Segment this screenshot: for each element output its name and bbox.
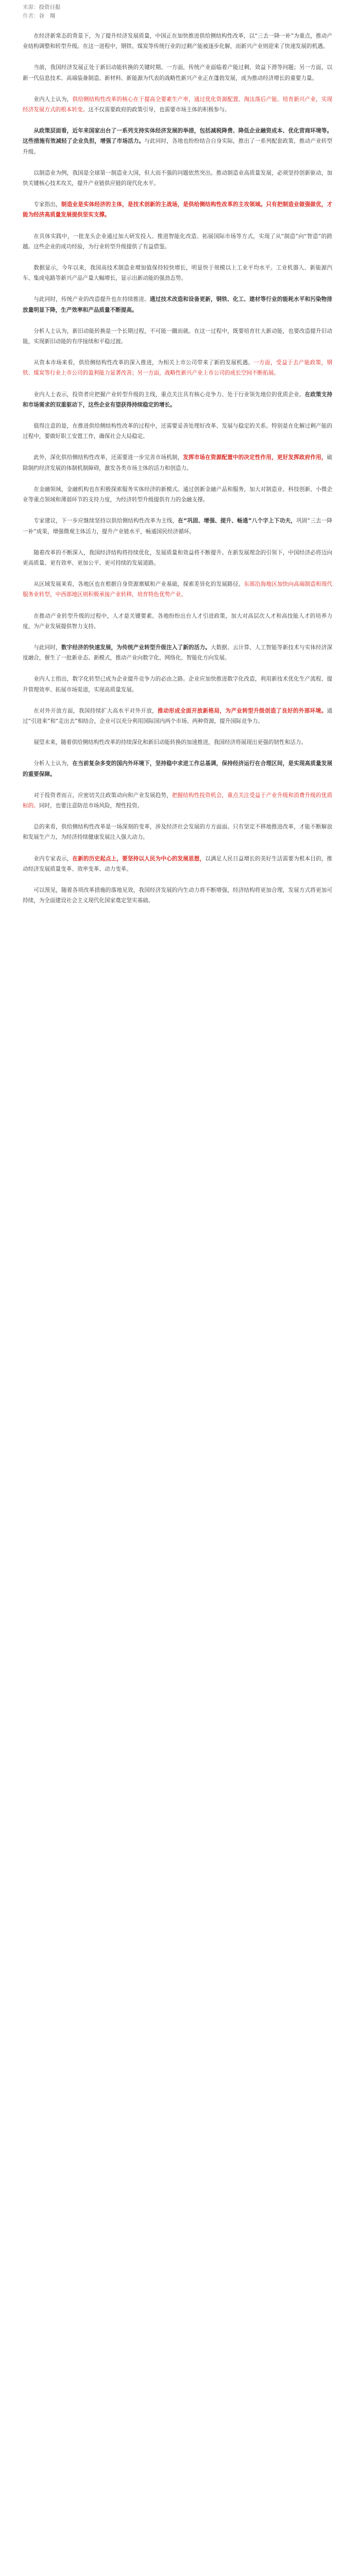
paragraph-text: 展望未来，随着供给侧结构性改革的持续深化和新旧动能转换的加速推进，我国经济将展现出更强的韧性和活力。 — [33, 739, 307, 746]
highlighted-text: 东部沿海地区加快向高端制造和现代服务业转型，中西部地区则积极承接产业转移，培育特色优势产业。 — [23, 581, 333, 598]
highlighted-text: 在当前复杂多变的国内外环境下，坚持稳中求进工作总基调，保持经济运行在合理区间，是实现高质量发展的重要保障。 — [23, 760, 333, 777]
paragraph-text: 专家指出， — [33, 201, 61, 208]
article-paragraph — [23, 885, 332, 906]
article-paragraph — [23, 389, 332, 410]
paragraph-text: 在推动产业转型升级的过程中，人才是关键要素。各地纷纷出台人才引进政策，加大对高层次人才和高技能人才的培养力度，为产业发展提供智力支持。 — [23, 613, 332, 630]
article-paragraph — [23, 758, 332, 779]
article-paragraph — [23, 484, 332, 505]
author-label: 作者： — [23, 13, 39, 19]
author-line — [23, 12, 332, 21]
paragraph-text: 数据显示，今年以来，我国高技术制造业增加值保持较快增长，明显快于规模以上工业平均水平。工业机器人、新能源汽车、集成电路等新兴产品产量大幅增长，显示出新动能的强劲态势。 — [23, 265, 332, 282]
article-paragraph — [23, 737, 332, 748]
paragraph-text: 在金融领域，金融机构也在积极探索服务实体经济的新模式。通过创新金融产品和服务，加大对制造业、科技创新、小微企业等重点领域和薄弱环节的支持力度，为经济转型升级提供有力的金融支撑。 — [23, 486, 332, 503]
paragraph-text: 从区域发展来看，各地区也在根据自身资源禀赋和产业基础，探索差异化的发展路径。 — [33, 581, 244, 588]
article-paragraph — [23, 611, 332, 632]
paragraph-text: 分析人士认为， — [33, 760, 73, 767]
paragraph-text: 业内专家表示， — [33, 855, 73, 862]
paragraph-text: 专家建议，下一步应继续坚持以供给侧结构性改革为主线， — [33, 518, 178, 524]
article-paragraph — [23, 326, 332, 347]
article-paragraph — [23, 548, 332, 568]
paragraph-text: 业内人士表示，投资者应把握产业转型升级的主线，重点关注具有核心竞争力、处于行业领先地位的优质企业。 — [33, 391, 305, 398]
article-body — [23, 31, 332, 906]
article-meta — [23, 3, 332, 21]
highlighted-text: 从政策层面看，近年来国家出台了一系列支持实体经济发展的举措，包括减税降费、降低企业融资成本、优化营商环境等。这些措施有效减轻了企业负担，增强了市场活力。 — [23, 128, 332, 145]
paragraph-text: 大数据、云计算、人工智能等新技术与实体经济深度融合，催生了一批新业态、新模式，推动产业向数字化、网络化、智能化方向发展。 — [23, 644, 333, 662]
article-paragraph — [23, 62, 332, 83]
paragraph-text: 与此同时，传统产业的改造提升也在持续推进。 — [33, 296, 150, 303]
paragraph-text: 以制造业为例，我国是全球第一制造业大国，但大而不强的问题依然突出。推动制造业高质量发展，必须坚持创新驱动，加快关键核心技术攻关，提升产业链供应链的现代化水平。 — [23, 170, 332, 187]
article-paragraph — [23, 642, 332, 663]
source-value: 投资日报 — [39, 4, 61, 10]
article-paragraph — [23, 168, 332, 189]
paragraph-text: 在具体实践中，一批龙头企业通过加大研发投入、推进智能化改造、拓展国际市场等方式，实现了从“制造”向“智造”的跨越。这些企业的成功经验，为行业转型升级提供了有益借鉴。 — [23, 233, 332, 250]
article-paragraph — [23, 231, 332, 252]
paragraph-text: 分析人士认为，新旧动能转换是一个长期过程，不可能一蹴而就。在这一过程中，既要培育壮大新动能，也要改造提升旧动能，实现新旧动能的有序接续和平稳过渡。 — [23, 328, 332, 345]
highlighted-text: 把握结构性投资机会，重点关注受益于产业升级和消费升级的优质标的。 — [23, 792, 332, 809]
article-paragraph — [23, 516, 332, 536]
author-value: 谷 翔 — [39, 13, 55, 19]
highlighted-text: 发挥市场在资源配置中的决定性作用，更好发挥政府作用， — [183, 454, 327, 461]
article-paragraph — [23, 674, 332, 694]
paragraph-text: 巩固“三去一降一补”成果，增强微观主体活力，提升产业链水平，畅通国民经济循环。 — [23, 518, 332, 535]
highlighted-text: 在政策支持和市场需求的双重驱动下，这些企业有望获得持续稳定的增长。 — [23, 391, 333, 408]
paragraph-text: 在经济新常态的背景下，为了提升经济发展质量，中国正在加快推进供给侧结构性改革，以“三去一降一补”为重点，推动产业结构调整和转型升级。在这一进程中，钢铁、煤炭等传统行业的过剩产能被逐步化解，而新兴产业则迎来了快速发展的机遇。 — [23, 33, 332, 50]
paragraph-text: 当前，我国经济发展正处于新旧动能转换的关键时期。一方面，传统产业面临着产能过剩、效益下滑等问题；另一方面，以新一代信息技术、高端装备制造、新材料、新能源为代表的战略性新兴产业正在蓬勃发展，成为推动经济增长的重要力量。 — [23, 64, 332, 81]
paragraph-text: 同时，也要注意防范市场风险，理性投资。 — [39, 802, 143, 809]
article-paragraph — [23, 452, 332, 473]
paragraph-text: 此外，深化供给侧结构性改革，还需要进一步完善市场机制， — [33, 454, 183, 461]
article-paragraph — [23, 263, 332, 283]
paragraph-text: 值得注意的是，在推进供给侧结构性改革的过程中，还需要妥善处理好改革、发展与稳定的关系。特别是在化解过剩产能的过程中，要做好职工安置工作，确保社会大局稳定。 — [23, 423, 332, 440]
article-paragraph — [23, 358, 332, 378]
paragraph-text: 随着改革的不断深入，我国经济结构将持续优化，发展质量和效益将不断提升。在新发展理念的引领下，中国经济必将迈向更高质量、更有效率、更加公平、更可持续的发展道路。 — [23, 549, 332, 566]
paragraph-text: 与此同时， — [33, 644, 61, 651]
highlighted-text: 在“巩固、增强、提升、畅通”八个字上下功夫， — [178, 518, 296, 524]
highlighted-text: 一方面，受益于去产能政策，钢铁、煤炭等行业上市公司的盈利能力显著改善；另一方面，战略性新兴产业上市公司的成长空间不断拓展。 — [23, 360, 333, 377]
highlighted-text: 数字经济的快速发展，为传统产业转型升级注入了新的活力。 — [61, 644, 211, 651]
article-paragraph — [23, 579, 332, 600]
highlighted-text: 通过技术改造和设备更新，钢铁、化工、建材等行业的能耗水平和污染物排放量明显下降，生产效率和产品质量不断提高。 — [23, 296, 333, 313]
highlighted-text: 供给侧结构性改革的核心在于提高全要素生产率，通过优化资源配置、淘汰落后产能、培育新兴产业，实现经济发展方式的根本转变。 — [23, 96, 333, 113]
paragraph-text: 以满足人民日益增长的美好生活需要为根本目的，推动经济发展质量变革、效率变革、动力变革。 — [23, 855, 333, 872]
source-label: 来源： — [23, 4, 39, 10]
article-paragraph — [23, 822, 332, 842]
paragraph-text: 可以预见，随着各项改革措施的落地见效，我国经济发展的内生动力将不断增强，经济结构将更加合理，发展方式将更加可持续，为全面建设社会主义现代化国家奠定坚实基础。 — [23, 887, 332, 904]
paragraph-text: 业内人士指出，数字化转型已成为企业提升竞争力的必由之路。企业应加快推进数字化改造，利用新技术优化生产流程、提升管理效率、拓展市场渠道，实现高质量发展。 — [23, 676, 332, 693]
article-paragraph — [23, 706, 332, 726]
paragraph-text: 从资本市场来看，供给侧结构性改革的深入推进，为相关上市公司带来了新的发展机遇。 — [33, 360, 254, 366]
paragraph-text: 业内人士认为， — [33, 96, 73, 103]
article-paragraph — [23, 421, 332, 442]
article-paragraph — [23, 790, 332, 811]
highlighted-text: 在新的历史起点上，要坚持以人民为中心的发展思想， — [72, 855, 206, 862]
paragraph-text: 破除制约经济发展的体制机制障碍，激发各类市场主体的活力和创造力。 — [23, 454, 333, 471]
paragraph-text: 通过“引进来”和“走出去”相结合，企业可以充分利用国际国内两个市场、两种资源，提升国际竞争力。 — [23, 707, 333, 724]
article-paragraph — [23, 294, 332, 315]
paragraph-text: 这不仅需要政府的政策引导，也需要市场主体的积极参与。 — [88, 107, 230, 113]
article-paragraph — [23, 31, 332, 52]
paragraph-text: 与此同时，各地也纷纷结合自身实际，推出了一系列配套政策，推动产业转型升级。 — [23, 138, 333, 155]
paragraph-text: 在对外开放方面，我国持续扩大高水平对外开放， — [33, 707, 158, 714]
source-line — [23, 3, 332, 12]
highlighted-text: 制造业是实体经济的主体，是技术创新的主战场，是供给侧结构性改革的主攻领域。只有把制造业做强做优，才能为经济高质量发展提供坚实支撑。 — [23, 201, 332, 218]
article-paragraph — [23, 854, 332, 874]
article-paragraph — [23, 94, 332, 115]
paragraph-text: 对于投资者而言，应密切关注政策动向和产业发展趋势， — [33, 792, 172, 799]
paragraph-text: 总的来看，供给侧结构性改革是一场深刻的变革，涉及经济社会发展的方方面面。只有坚定不移地推进改革，才能不断解放和发展生产力，为经济持续健康发展注入强大动力。 — [23, 824, 332, 841]
article-paragraph — [23, 126, 332, 157]
highlighted-text: 推动形成全面开放新格局，为产业转型升级创造了良好的外部环境。 — [158, 707, 327, 714]
article-paragraph — [23, 199, 332, 220]
